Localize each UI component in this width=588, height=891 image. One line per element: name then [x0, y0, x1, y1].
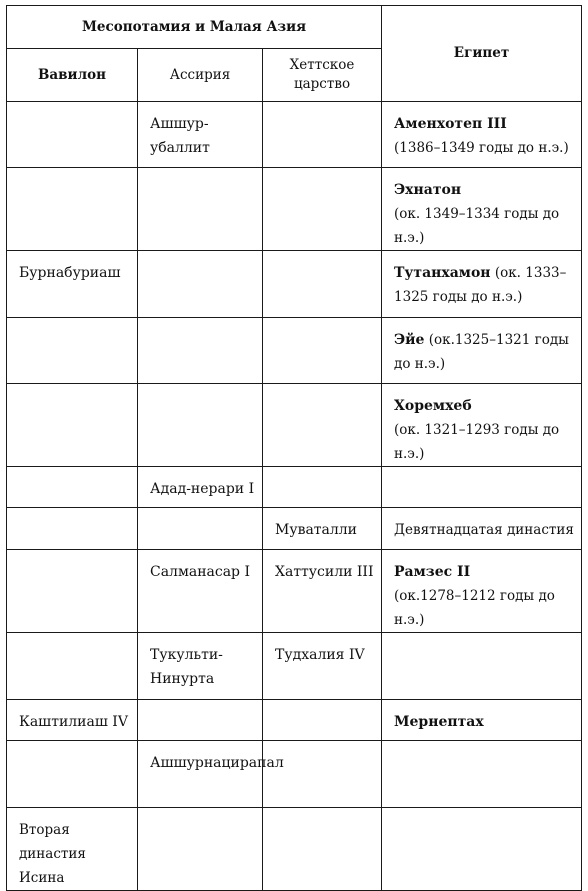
- cell-assyria: [138, 808, 263, 891]
- cell-egypt: [382, 384, 582, 467]
- cell-babylon: Бурнабуриаш: [7, 251, 138, 318]
- cell-hittite: [263, 700, 382, 741]
- cell-egypt: [382, 467, 582, 508]
- egypt-ruler-name: Рамзес II: [394, 564, 471, 580]
- cell-hittite: Тудхалия IV: [263, 633, 382, 700]
- table-row: [7, 508, 582, 550]
- egypt-ruler-name: Мернептах: [394, 714, 484, 730]
- cell-hittite: [263, 251, 382, 318]
- table-row: [7, 633, 582, 700]
- header-egypt: Египет: [382, 6, 582, 102]
- egypt-ruler-dates: (ок.1325–1321 годы до н.э.): [394, 332, 569, 372]
- cell-babylon: [7, 384, 138, 467]
- egypt-ruler-name: Тутанхамон: [394, 265, 491, 281]
- cell-egypt: [382, 168, 582, 251]
- chronology-table: [6, 5, 582, 891]
- egypt-dynasty: Девятнадцатая династия: [394, 522, 574, 538]
- table-row: [7, 251, 582, 318]
- cell-assyria: [138, 508, 263, 550]
- cell-babylon: [7, 168, 138, 251]
- egypt-ruler-name: Хоремхеб: [394, 398, 472, 414]
- table-row: [7, 808, 582, 891]
- header-assyria: Ассирия: [138, 49, 263, 102]
- egypt-ruler-dates: (ок. 1349–1334 годы до н.э.): [394, 206, 560, 246]
- cell-assyria: [138, 168, 263, 251]
- cell-babylon: [7, 467, 138, 508]
- table-row: [7, 318, 582, 384]
- table-row: [7, 384, 582, 467]
- cell-hittite: [263, 384, 382, 467]
- cell-assyria: Тукульти-Нинурта: [138, 633, 263, 700]
- cell-assyria: Салманасар I: [138, 550, 263, 633]
- egypt-ruler-dates: (ок. 1333–1325 годы до н.э.): [394, 265, 567, 305]
- header-region: Месопотамия и Малая Азия: [7, 6, 382, 49]
- cell-hittite: [263, 102, 382, 168]
- cell-babylon: [7, 318, 138, 384]
- egypt-ruler-name: Эйе: [394, 332, 425, 348]
- table-row: [7, 102, 582, 168]
- cell-assyria: [138, 318, 263, 384]
- cell-egypt: [382, 741, 582, 808]
- cell-assyria: [138, 384, 263, 467]
- header-babylon: Вавилон: [7, 49, 138, 102]
- cell-hittite: [263, 168, 382, 251]
- egypt-ruler-dates: (ок. 1321–1293 годы до н.э.): [394, 422, 560, 462]
- cell-assyria: Ашшур-убаллит: [138, 102, 263, 168]
- cell-hittite: [263, 808, 382, 891]
- cell-assyria: Адад-нерари I: [138, 467, 263, 508]
- cell-hittite: Хаттусили III: [263, 550, 382, 633]
- cell-egypt: [382, 633, 582, 700]
- table-row: [7, 168, 582, 251]
- egypt-ruler-name: Аменхотеп III: [394, 116, 507, 132]
- table-row: [7, 700, 582, 741]
- cell-hittite: [263, 741, 382, 808]
- cell-hittite: [263, 318, 382, 384]
- table-row: [7, 467, 582, 508]
- cell-assyria: Ашшурнацирапал: [138, 741, 263, 808]
- cell-egypt: [382, 508, 582, 550]
- egypt-ruler-name: Эхнатон: [394, 182, 462, 198]
- table-row: [7, 550, 582, 633]
- cell-assyria: [138, 700, 263, 741]
- table-row: [7, 741, 582, 808]
- cell-babylon: Каштилиаш IV: [7, 700, 138, 741]
- cell-egypt: [382, 700, 582, 741]
- cell-hittite: Муваталли: [263, 508, 382, 550]
- cell-egypt: [382, 102, 582, 168]
- cell-babylon: [7, 508, 138, 550]
- cell-egypt: [382, 318, 582, 384]
- header-row-region: [7, 6, 582, 49]
- cell-assyria: [138, 251, 263, 318]
- cell-egypt: [382, 808, 582, 891]
- cell-babylon: [7, 633, 138, 700]
- cell-babylon: [7, 102, 138, 168]
- cell-babylon: Вторая династия Исина: [7, 808, 138, 891]
- cell-egypt: [382, 251, 582, 318]
- cell-babylon: [7, 741, 138, 808]
- cell-egypt: [382, 550, 582, 633]
- cell-hittite: [263, 467, 382, 508]
- cell-babylon: [7, 550, 138, 633]
- egypt-ruler-dates: (ок.1278–1212 годы до н.э.): [394, 588, 555, 628]
- header-hittite: Хеттское царство: [263, 49, 382, 102]
- egypt-ruler-dates: (1386–1349 годы до н.э.): [394, 140, 569, 156]
